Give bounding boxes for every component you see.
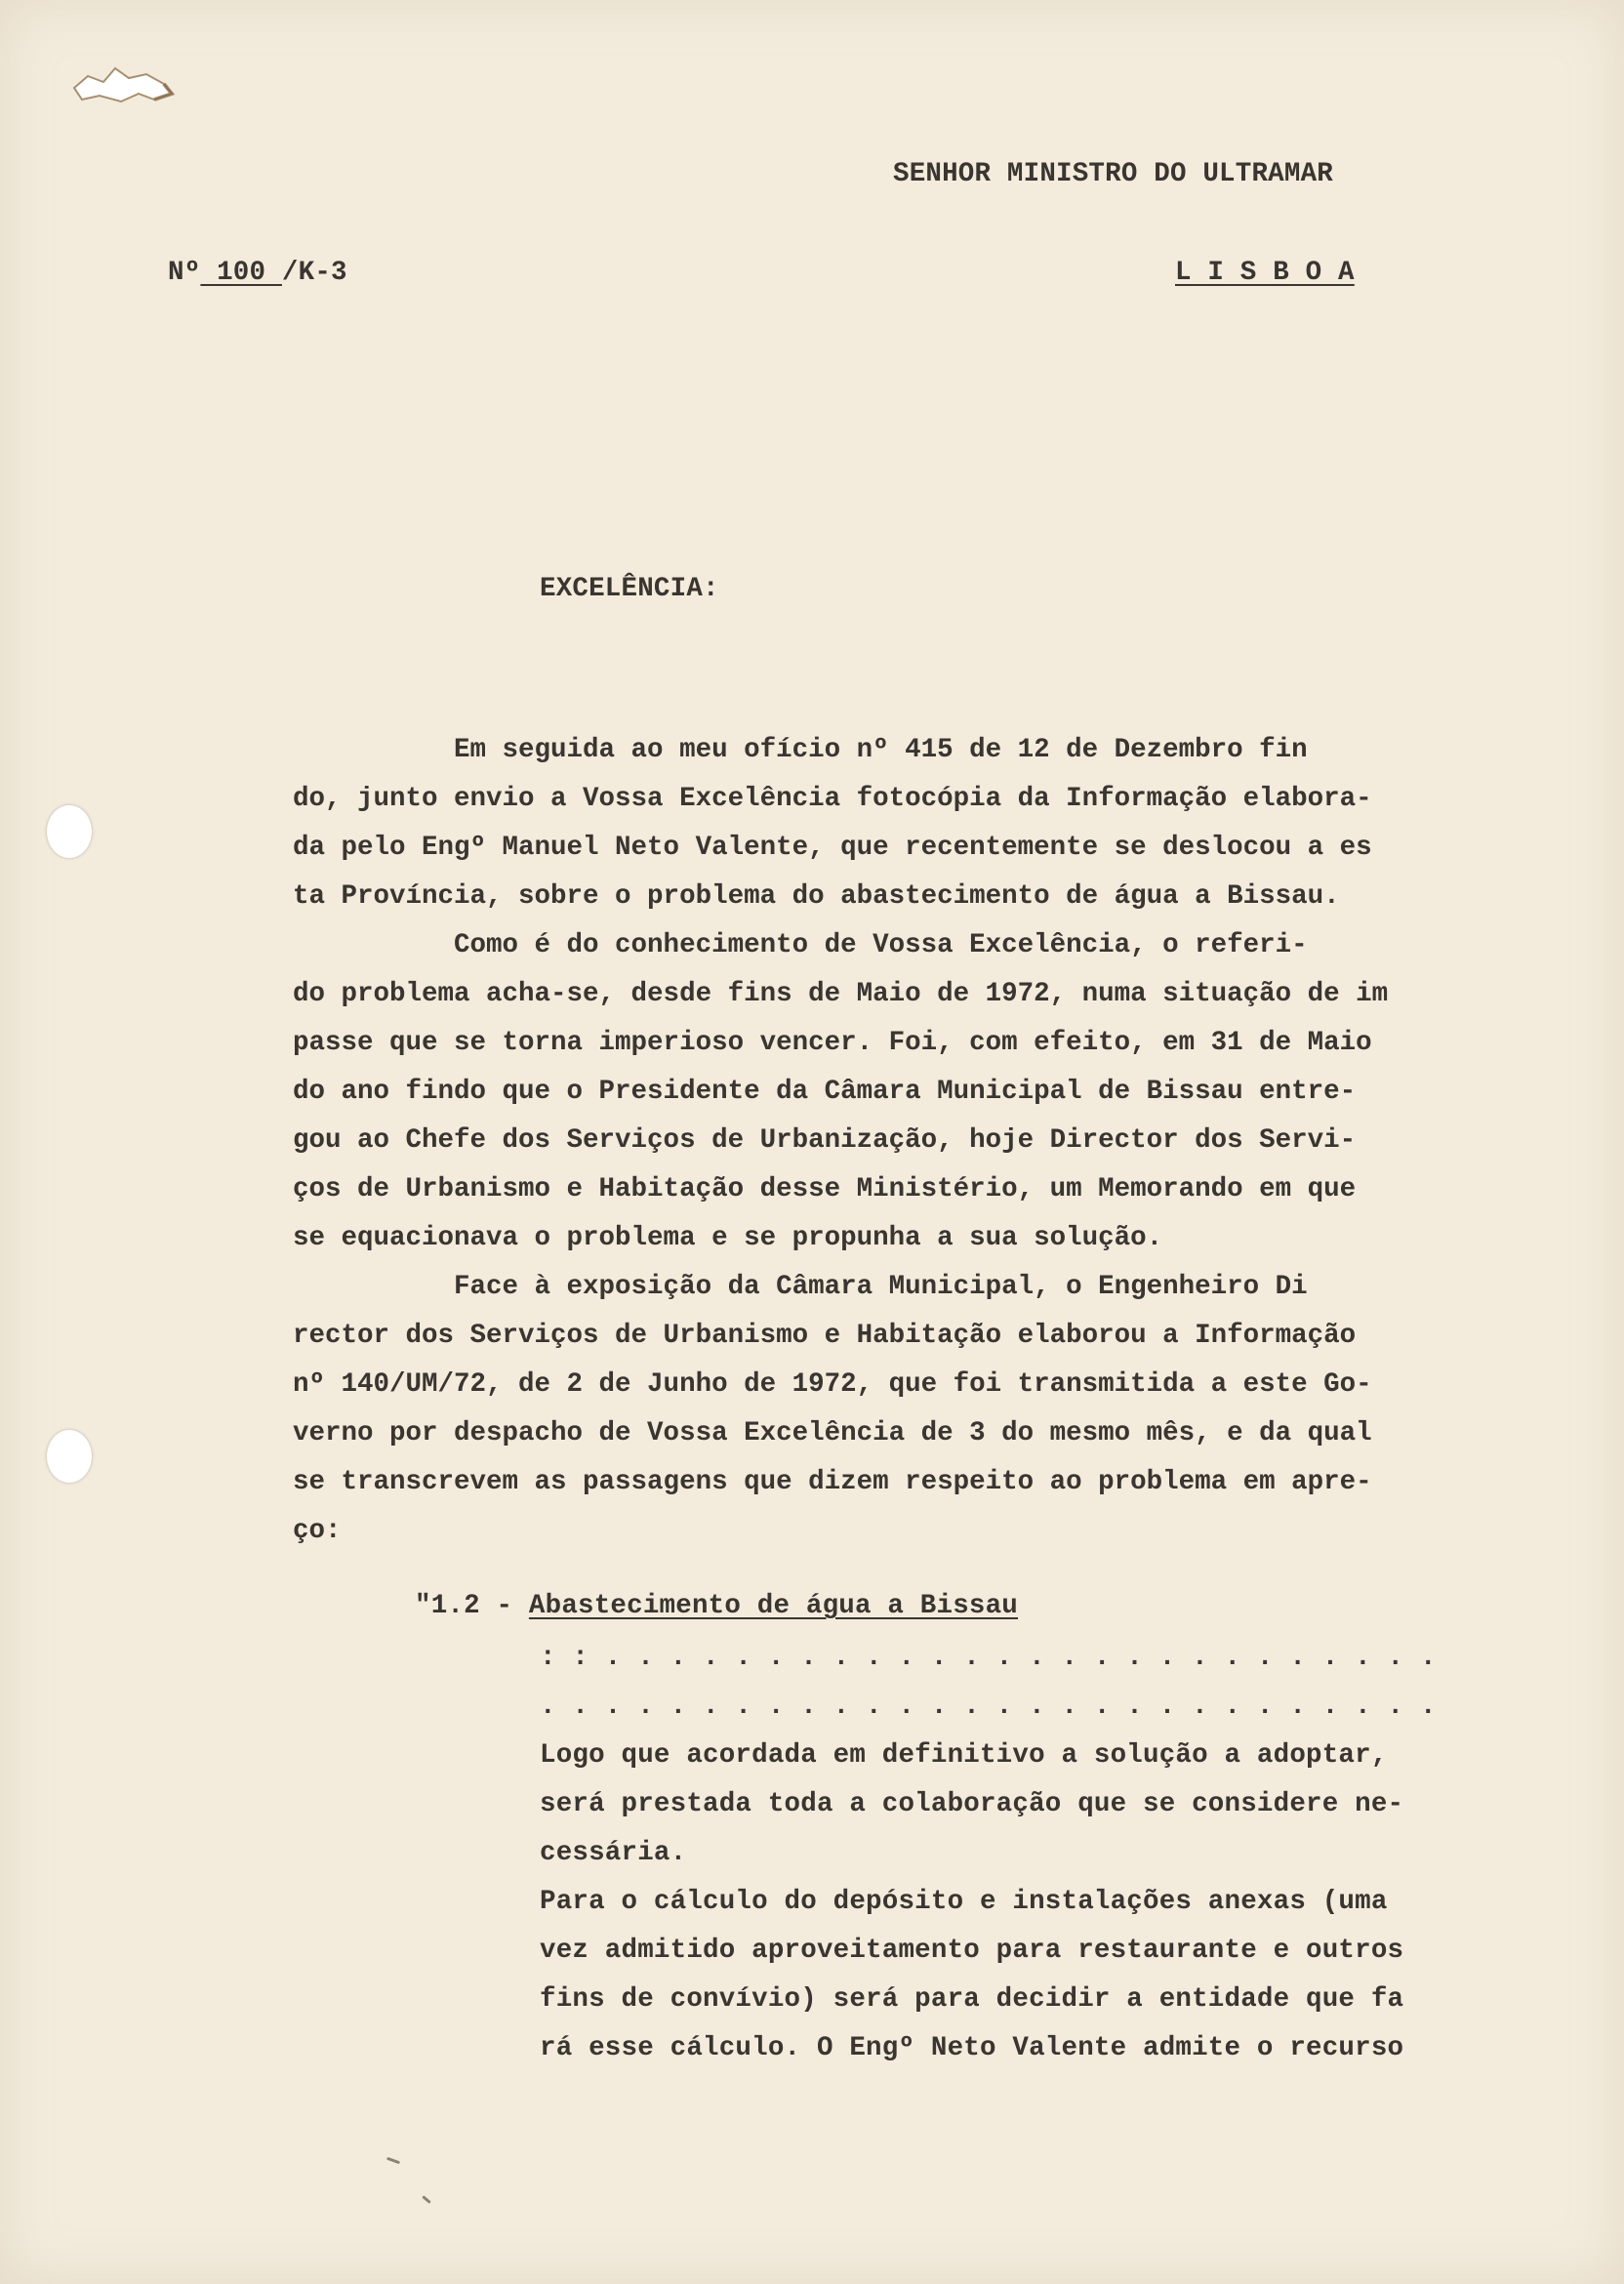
- body-line: se equacionava o problema e se propunha a sua solução.: [293, 1223, 1163, 1253]
- paper-speck: [386, 2157, 400, 2165]
- body-line: verno por despacho de Vossa Excelência de 3 do mesmo mês, e da qual: [293, 1418, 1372, 1448]
- ellipsis-line: : : . . . . . . . . . . . . . . . . . . . . . . . . . .: [540, 1643, 1437, 1673]
- body-line: da pelo Engº Manuel Neto Valente, que recentemente se deslocou a es: [293, 833, 1372, 863]
- ellipsis-line: . . . . . . . . . . . . . . . . . . . . . . . . . . . .: [540, 1692, 1437, 1722]
- body-line: ço:: [293, 1516, 342, 1546]
- body-line: gou ao Chefe dos Serviços de Urbanização, hoje Director dos Servi-: [293, 1125, 1357, 1156]
- punch-hole-top: [47, 805, 92, 858]
- salutation: EXCELÊNCIA:: [540, 574, 719, 604]
- quote-line: cessária.: [540, 1838, 687, 1868]
- body-line: do, junto envio a Vossa Excelência fotocópia da Informação elabora-: [293, 784, 1372, 814]
- body-line: Como é do conhecimento de Vossa Excelência, o referi-: [293, 930, 1308, 960]
- quote-heading: "1.2 - Abastecimento de água a Bissau: [415, 1591, 1019, 1621]
- body-line: ços de Urbanismo e Habitação desse Ministério, um Memorando em que: [293, 1174, 1357, 1204]
- quote-line: Para o cálculo do depósito e instalações anexas (uma: [540, 1887, 1388, 1917]
- quote-line: vez admitido aproveitamento para restaurante e outros: [540, 1936, 1404, 1966]
- body-line: do ano findo que o Presidente da Câmara Municipal de Bissau entre-: [293, 1077, 1357, 1107]
- body-line: passe que se torna imperioso vencer. Foi, com efeito, em 31 de Maio: [293, 1028, 1372, 1058]
- quote-line: rá esse cálculo. O Engº Neto Valente admite o recurso: [540, 2033, 1404, 2063]
- torn-corner-mark: [70, 61, 178, 107]
- paper-speck: [422, 2195, 431, 2204]
- body-line: se transcrevem as passagens que dizem respeito ao problema em apre-: [293, 1467, 1372, 1497]
- quote-line: Logo que acordada em definitivo a solução a adoptar,: [540, 1740, 1388, 1771]
- city: L I S B O A: [1175, 258, 1355, 288]
- reference-number: Nº 100 /K-3: [168, 258, 347, 288]
- punch-hole-bottom: [47, 1430, 92, 1483]
- body-line: do problema acha-se, desde fins de Maio de 1972, numa situação de im: [293, 979, 1389, 1009]
- quote-line: fins de convívio) será para decidir a entidade que fa: [540, 1984, 1404, 2015]
- addressee: SENHOR MINISTRO DO ULTRAMAR: [893, 159, 1333, 189]
- body-line: Face à exposição da Câmara Municipal, o Engenheiro Di: [293, 1272, 1308, 1302]
- body-line: ta Província, sobre o problema do abastecimento de água a Bissau.: [293, 881, 1340, 912]
- body-line: rector dos Serviços de Urbanismo e Habitação elaborou a Informação: [293, 1321, 1357, 1351]
- body-line: Em seguida ao meu ofício nº 415 de 12 de Dezembro fin: [293, 735, 1308, 765]
- quote-line: será prestada toda a colaboração que se considere ne-: [540, 1789, 1404, 1819]
- body-line: nº 140/UM/72, de 2 de Junho de 1972, que foi transmitida a este Go-: [293, 1369, 1372, 1400]
